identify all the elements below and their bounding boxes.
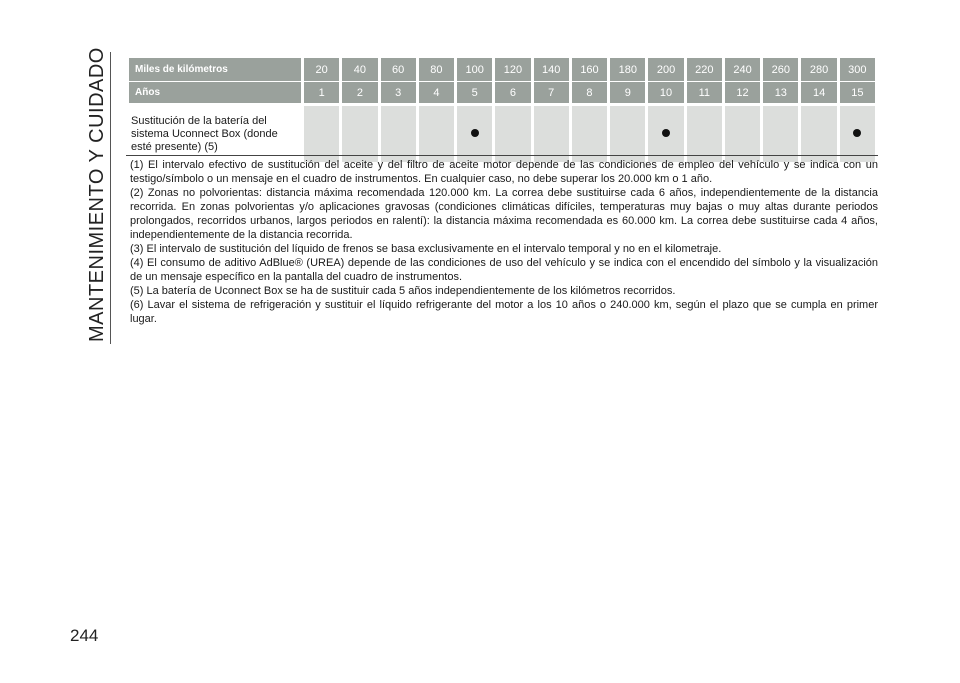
year-cell: 9 <box>610 81 645 103</box>
km-cell: 160 <box>572 58 607 81</box>
table-bottom-rule <box>126 155 878 156</box>
km-cell: 40 <box>342 58 377 81</box>
km-cell: 300 <box>840 58 875 81</box>
km-cell: 60 <box>381 58 416 81</box>
interval-cell <box>610 103 645 162</box>
km-cell: 100 <box>457 58 492 81</box>
interval-cell <box>381 103 416 162</box>
interval-cell <box>304 103 339 162</box>
battery-replacement-row <box>129 103 875 162</box>
interval-cell <box>572 103 607 162</box>
footnote-3: (3) El intervalo de sustitución del líquido de frenos se basa exclusivamente en el intervalo temporal y no en el kilometraje. <box>130 243 722 255</box>
maintenance-schedule-table <box>126 58 878 162</box>
footnote-4: (4) El consumo de aditivo AdBlue® (UREA) depende de las condiciones de uso del vehículo y se indica con el encendido del símbolo y la visualización de un mensaje específico en la pantalla del cuadro de instrumentos. <box>130 257 878 283</box>
interval-cell <box>457 103 492 162</box>
km-cell: 140 <box>534 58 569 81</box>
interval-cell <box>687 103 722 162</box>
year-cell: 1 <box>304 81 339 103</box>
year-cell: 8 <box>572 81 607 103</box>
scheduled-dot-icon <box>662 129 670 137</box>
km-cell: 80 <box>419 58 454 81</box>
interval-cell <box>763 103 798 162</box>
year-cell: 13 <box>763 81 798 103</box>
km-cell: 120 <box>495 58 530 81</box>
footnotes <box>130 158 878 326</box>
years-header-row <box>129 81 875 103</box>
years-label: Años <box>129 81 301 103</box>
year-cell: 14 <box>801 81 836 103</box>
section-title <box>86 47 108 342</box>
interval-cell <box>342 103 377 162</box>
year-cell: 7 <box>534 81 569 103</box>
year-cell: 11 <box>687 81 722 103</box>
page-number: 244 <box>70 626 99 645</box>
km-cell: 240 <box>725 58 760 81</box>
year-cell: 6 <box>495 81 530 103</box>
scheduled-dot-icon <box>471 129 479 137</box>
footnote-6: (6) Lavar el sistema de refrigeración y sustituir el líquido refrigerante del motor a los 10 años o 240.000 km, según el plazo que se cumpla en primer lugar. <box>130 299 878 325</box>
kilometers-header-row <box>129 58 875 81</box>
footnote-5: (5) La batería de Uconnect Box se ha de sustituir cada 5 años independientemente de los kilómetros recorridos. <box>130 285 676 297</box>
year-cell: 2 <box>342 81 377 103</box>
km-cell: 20 <box>304 58 339 81</box>
year-cell: 10 <box>648 81 683 103</box>
year-cell: 4 <box>419 81 454 103</box>
interval-cell <box>648 103 683 162</box>
section-divider <box>110 52 111 344</box>
year-cell: 12 <box>725 81 760 103</box>
km-cell: 180 <box>610 58 645 81</box>
row-label: Sustitución de la batería del sistema Uconnect Box (donde esté presente) (5) <box>129 103 301 162</box>
km-cell: 200 <box>648 58 683 81</box>
year-cell: 15 <box>840 81 875 103</box>
footnote-1: (1) El intervalo efectivo de sustitución del aceite y del filtro de aceite motor depende de las condiciones de empleo del vehículo y se indica con un testigo/símbolo o un mensaje en el cuadro de instrumentos. En cualquier caso, no debe superar los 20.000 km o 1 año. <box>130 159 878 185</box>
km-cell: 280 <box>801 58 836 81</box>
interval-cell <box>840 103 875 162</box>
scheduled-dot-icon <box>853 129 861 137</box>
interval-cell <box>495 103 530 162</box>
km-cell: 260 <box>763 58 798 81</box>
year-cell: 3 <box>381 81 416 103</box>
kilometers-label: Miles de kilómetros <box>129 58 301 81</box>
km-cell: 220 <box>687 58 722 81</box>
section-title-text: MANTENIMIENTO Y CUIDADO <box>86 47 108 342</box>
interval-cell <box>534 103 569 162</box>
year-cell: 5 <box>457 81 492 103</box>
footnote-2: (2) Zonas no polvorientas: distancia máxima recomendada 120.000 km. La correa debe sustituirse cada 6 años, independientemente de la distancia recorrida. En zonas polvorientas y/o aplicaciones gravosas (condiciones climáticas difíciles, temperaturas muy bajas o muy altas durante periodos prolongados, recorridos urbanos, largos periodos en ralentí): la distancia máxima recomendada es 60.000 km. La correa debe sustituirse cada 4 años, independientemente de la distancia recorrida. <box>130 187 878 241</box>
interval-cell <box>419 103 454 162</box>
interval-cell <box>725 103 760 162</box>
interval-cell <box>801 103 836 162</box>
